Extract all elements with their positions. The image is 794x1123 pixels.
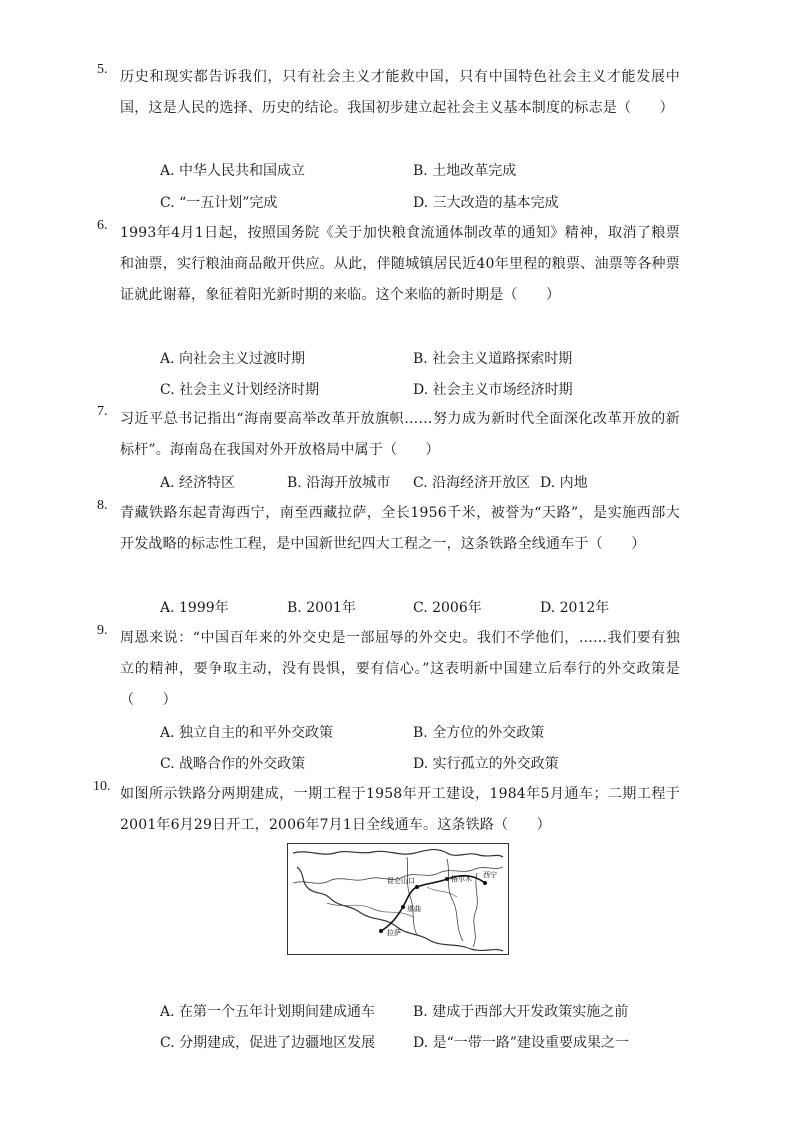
question-number: 6. [97, 218, 108, 233]
label-golmud: 格尔木 [451, 875, 472, 883]
label-naqu: 那曲 [407, 905, 421, 913]
option-d[interactable]: D. 社会主义市场经济时期 [413, 382, 573, 398]
question-stem: 周恩来说：“中国百年来的外交史是一部屈辱的外交史。我们不学他们，……我们要有独立的精神，要争取主动，没有畏惧，要有信心。”这表明新中国建立后奉行的外交政策是（ ） [120, 630, 680, 708]
label-kunlun: 昆仑山口 [387, 877, 415, 885]
question-number: 5. [97, 62, 108, 77]
question-number: 7. [97, 404, 108, 419]
label-lhasa: 拉萨 [387, 929, 401, 937]
option-b[interactable]: B. 沿海开放城市 [287, 475, 391, 491]
question-number: 9. [97, 623, 108, 638]
option-b[interactable]: B. 土地改革完成 [413, 163, 517, 179]
golmud-marker [445, 877, 449, 881]
question-8 [97, 498, 680, 560]
option-d[interactable]: D. 实行孤立的外交政策 [413, 756, 559, 772]
question-stem: 青藏铁路东起青海西宁，南至西藏拉萨，全长1956千米，被誉为“天路”，是实施西部大开发战略的标志性工程，是中国新世纪四大工程之一，这条铁路全线通车于（ ） [120, 505, 680, 552]
naqu-marker [401, 905, 405, 909]
option-b[interactable]: B. 全方位的外交政策 [413, 725, 545, 741]
option-a[interactable]: A. 经济特区 [160, 475, 236, 491]
option-d[interactable]: D. 内地 [540, 475, 588, 491]
option-d[interactable]: D. 三大改造的基本完成 [413, 195, 559, 211]
option-a[interactable]: A. 中华人民共和国成立 [160, 163, 306, 179]
option-a[interactable]: A. 向社会主义过渡时期 [160, 351, 306, 367]
question-stem: 如图所示铁路分两期建成，一期工程于1958年开工建设，1984年5月通车；二期工程于2001年6月29日开工，2006年7月1日全线通车。这条铁路（ ） [120, 786, 680, 833]
kunlun-marker [415, 885, 419, 889]
lhasa-marker [379, 929, 383, 933]
option-c[interactable]: C. 分期建成，促进了边疆地区发展 [160, 1035, 376, 1051]
option-c[interactable]: C. 社会主义计划经济时期 [160, 382, 320, 398]
question-stem: 习近平总书记指出“海南要高举改革开放旗帜……努力成为新时代全面深化改革开放的新标杆”。海南岛在我国对外开放格局中属于（ ） [120, 411, 680, 458]
option-d[interactable]: D. 2012年 [540, 600, 610, 616]
option-b[interactable]: B. 社会主义道路探索时期 [413, 351, 573, 367]
option-a[interactable]: A. 在第一个五年计划期间建成通车 [160, 1004, 376, 1020]
question-6 [97, 218, 680, 311]
option-c[interactable]: C. “一五计划”完成 [160, 195, 278, 211]
option-c[interactable]: C. 战略合作的外交政策 [160, 756, 306, 772]
question-stem: 1993年4月1日起，按照国务院《关于加快粮食流通体制改革的通知》精神，取消了粮票和油票，实行粮油商品敞开供应。从此，伴随城镇居民近40年里程的粮票、油票等各种票证就此谢幕，象征着阳光新时期的来临。这个来临的新时期是（ ） [120, 225, 680, 303]
option-c[interactable]: C. 沿海经济开放区 [413, 475, 531, 491]
question-10 [93, 779, 680, 841]
question-9 [97, 623, 680, 716]
qinghai-tibet-railway-map [287, 843, 509, 955]
question-stem: 历史和现实都告诉我们，只有社会主义才能救中国，只有中国特色社会主义才能发展中国，这是人民的选择、历史的结论。我国初步建立起社会主义基本制度的标志是（ ） [120, 69, 680, 116]
option-b[interactable]: B. 2001年 [287, 600, 356, 616]
option-a[interactable]: A. 1999年 [160, 600, 229, 616]
option-b[interactable]: B. 建成于西部大开发政策实施之前 [413, 1004, 629, 1020]
xining-marker [483, 881, 487, 885]
question-number: 10. [93, 779, 111, 794]
option-c[interactable]: C. 2006年 [413, 600, 482, 616]
question-5 [97, 62, 680, 124]
question-7 [97, 404, 680, 466]
option-d[interactable]: D. 是“一带一路”建设重要成果之一 [413, 1035, 629, 1051]
option-a[interactable]: A. 独立自主的和平外交政策 [160, 725, 334, 741]
question-number: 8. [97, 498, 108, 513]
label-xining: 西宁 [483, 871, 497, 879]
